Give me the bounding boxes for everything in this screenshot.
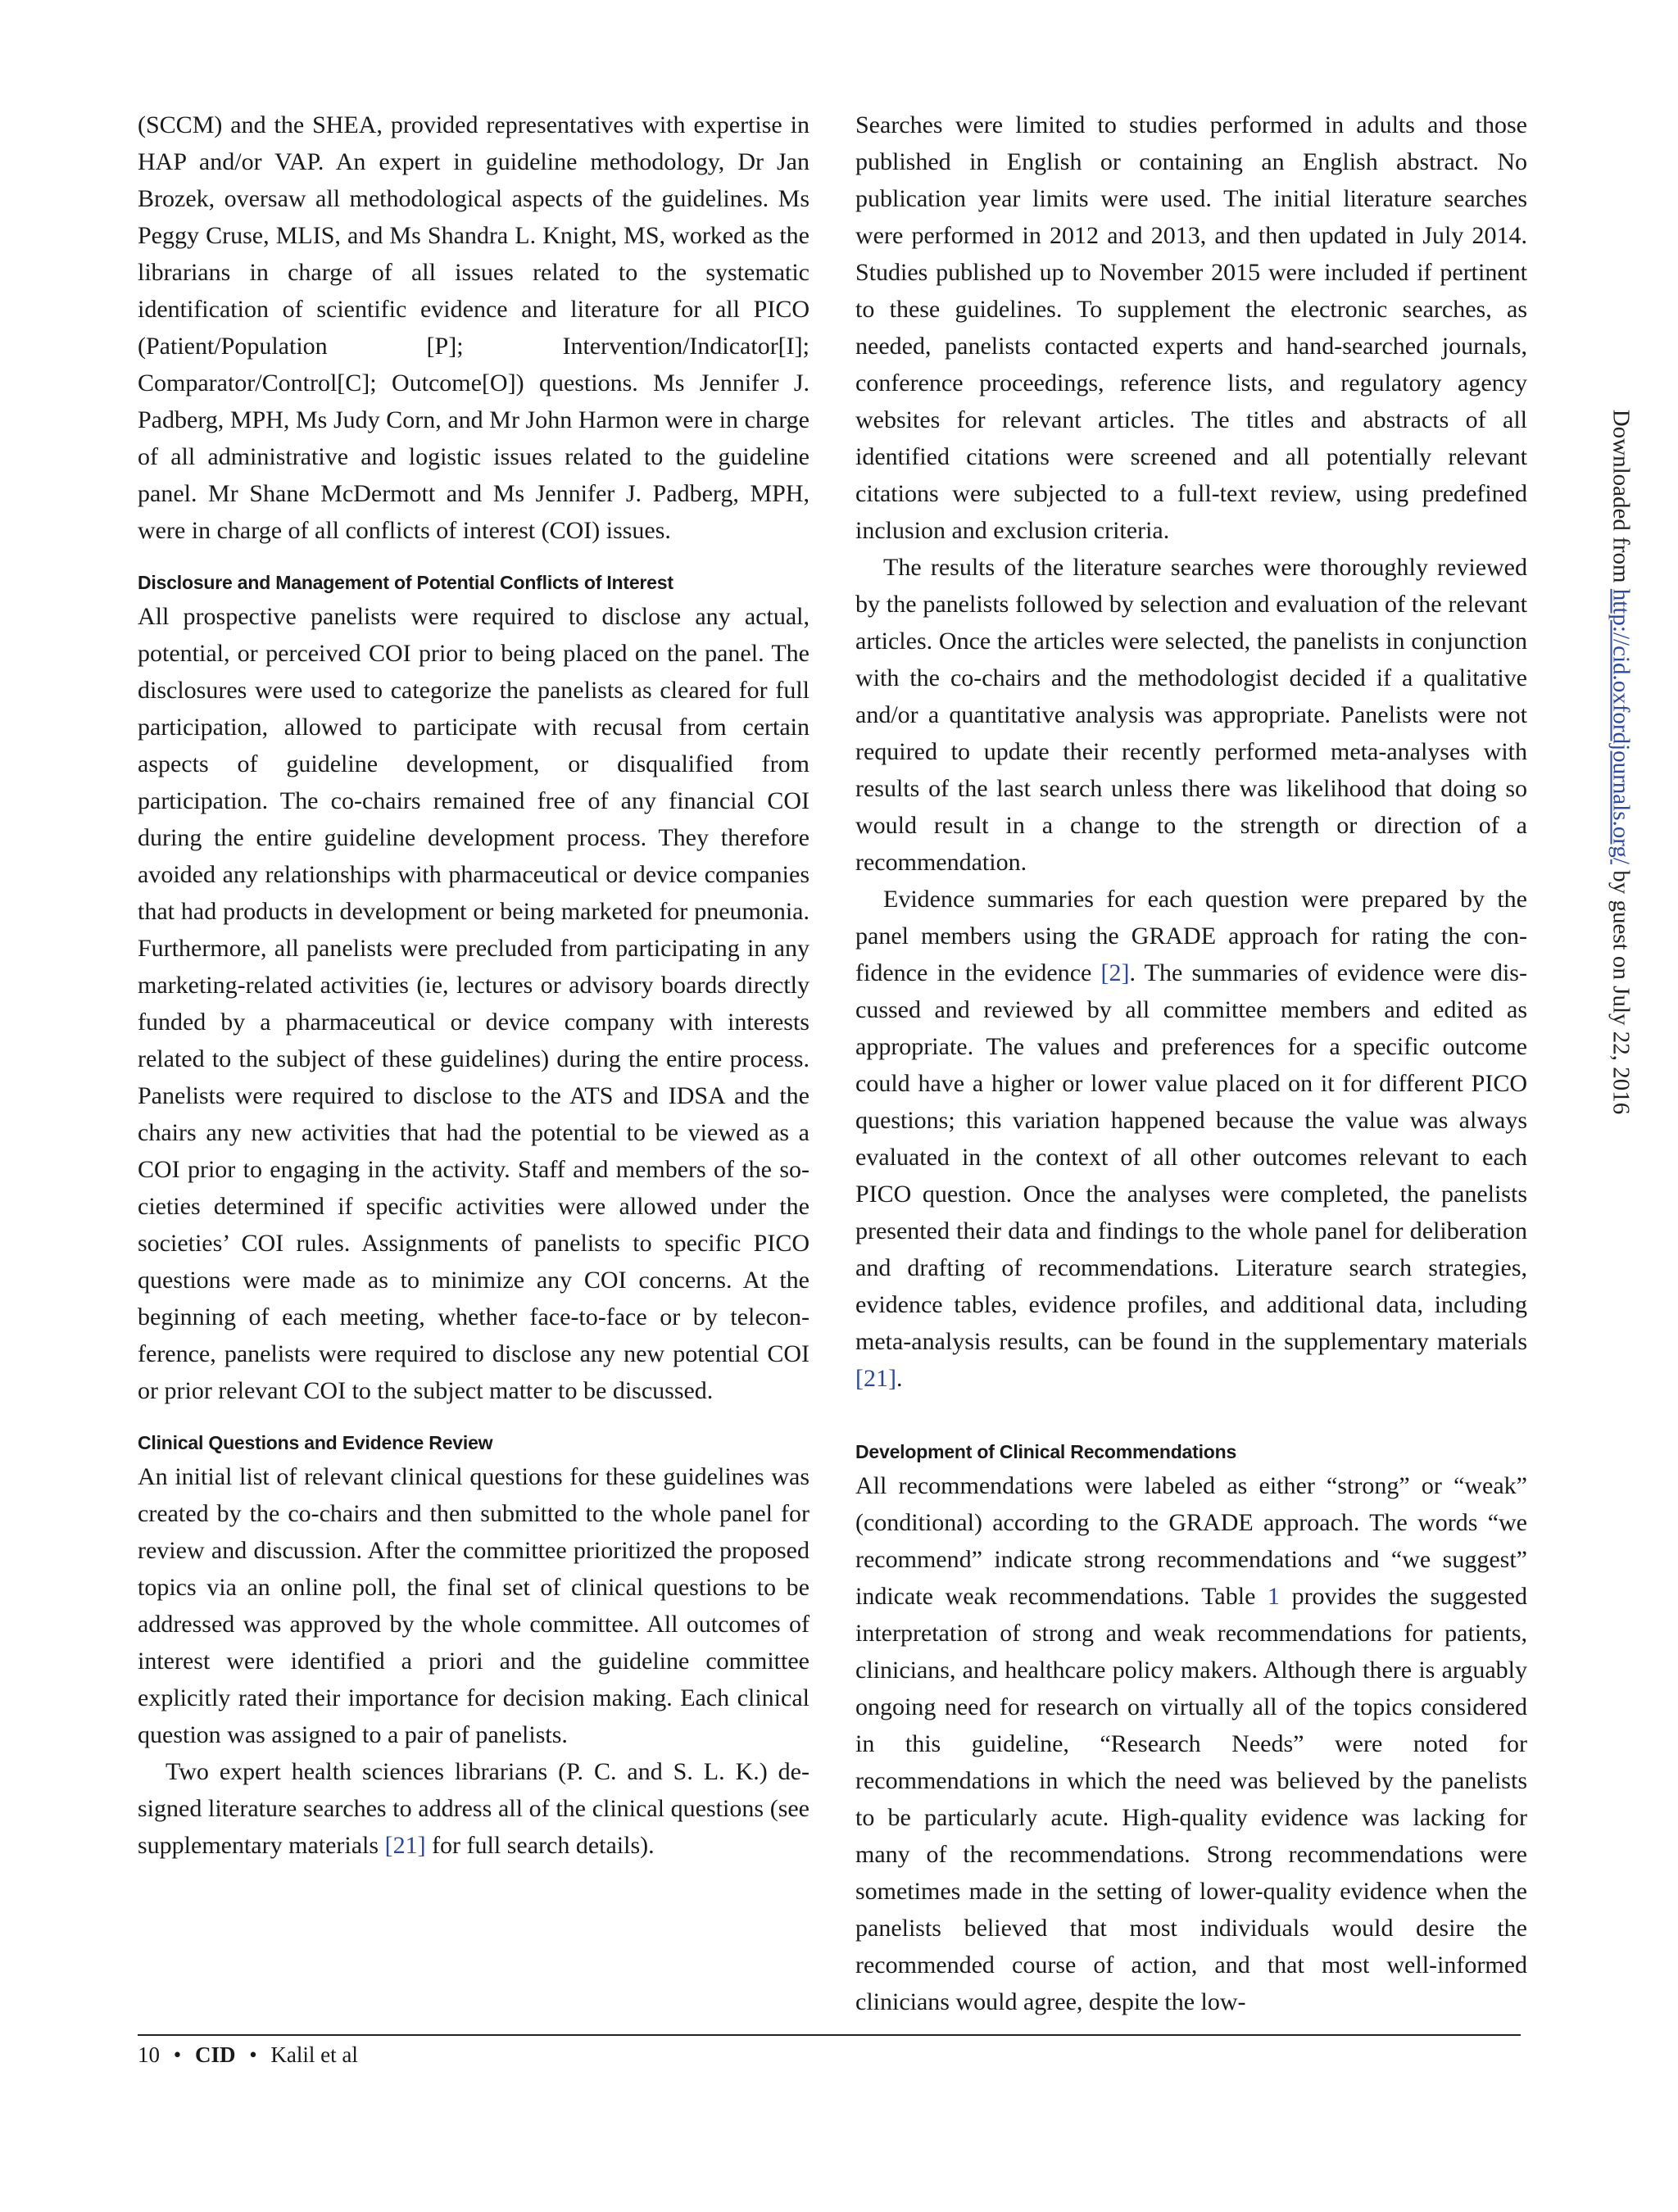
searches-paragraph: Searches were limited to studies performed in adults and those published in English or containing an English abstract. No publication year limits were used. The initial literature searches were performed in 2012 and 2013, and then updated in July 2014. Studies published up to November 2015 were included if pertinent to these guidelines. To supplement the electronic searches, as needed, panelists contacted experts and hand-searched journals, conference proceedings, reference lists, and regulatory agency websites for relevant articles. The titles and abstracts of all identified citations were screened and all potentially relevant citations were subjected to a full-text review, using predefined inclusion and exclusion criteria. [855, 111, 1527, 544]
evidence-text-middle: . The summaries of evidence were discussed and reviewed by all committee members and edited as appropriate. The values and preferences for a specific outcome could have a higher or lower value placed on it for different PICO questions; this variation happened because the value was always evaluated in the context of all other outcomes relevant to each PICO question. Once the analyses were completed, the panelists presented their data and findings to the whole panel for deliberation and drafting of recommendations. Literature search strategies, evidence tables, evidence profiles, and additional data, including meta-analysis results, can be found in the supplementary materials [855, 959, 1527, 1355]
bullet-separator: • [173, 2042, 182, 2067]
download-notice [1608, 410, 1635, 1115]
results-paragraph: The results of the literature searches were thoroughly reviewed by the panelists followed by selection and evaluation of the relevant articles. Once the articles were selected, the panelists in conjunction with the co-chairs and the methodologist decided if a qualitative and/or a quantitative analysis was appropriate. Panelists were not required to update their recently performed meta-analyses with results of the last search unless there was likelihood that doing so would result in a change to the strength or direction of a recommendation. [855, 554, 1527, 876]
page-footer [138, 2040, 358, 2069]
disclosure-heading: Disclosure and Management of Potential Conflicts of Interest [138, 572, 673, 593]
reference-link-2[interactable]: [2] [1100, 959, 1130, 986]
intro-paragraph: (SCCM) and the SHEA, provided representatives with expertise in HAP and/or VAP. An expert in guideline methodology, Dr Jan Brozek, oversaw all methodological aspects of the guidelines. Ms Peggy Cruse, MLIS, and Ms Shandra L. Knight, MS, worked as the librarians in charge of all issues related to the systematic identification of scientific evidence and literature for all PICO (Patient/Population [P]; Intervention/Indicator[I]; Comparator/Control[C]; Outcome[O]) questions. Ms Jennifer J. Padberg, MPH, Ms Judy Corn, and Mr John Harmon were in charge of all administrative and logistic issues related to the guideline panel. Mr Shane McDermott and Ms Jennifer J. Padberg, MPH, were in charge of all conflicts of interest (COI) issues. [138, 111, 810, 544]
reference-link-21[interactable]: [21] [384, 1832, 426, 1859]
evidence-text-start: Evidence summaries for each question were prepared by the panel members using the GRADE approach for rating the confidence in the evidence [855, 886, 1527, 986]
bullet-separator-2: • [249, 2042, 257, 2067]
questions-paragraph: An initial list of relevant clinical questions for these guidelines was created by the co-chairs and then submitted to the whole panel for review and discussion. After the committee prioritized the proposed topics via an online poll, the final set of clinical questions to be addressed was approved by the whole committee. All outcomes of interest were identified a priori and the guideline committee explicitly rated their importance for decision making. Each clinical question was assigned to a pair of panelists. [138, 1463, 810, 1748]
librarians-text-start: Two expert health sciences librarians (P. C. and S. L. K.) designed literature searches to address all of the clinical questions (see supplementary materials [138, 1758, 810, 1859]
recommendations-text-start: All recommendations were labeled as either “strong” or “weak” (conditional) according to the GRADE approach. The words “we recommend” indicate strong recommendations and “we suggest” indicate weak recommendations. Table [855, 1472, 1527, 1610]
right-column [855, 107, 1527, 2020]
journal-site-link[interactable]: http://cid.oxfordjournals.org/ [1608, 588, 1635, 864]
recommendations-text-end: provides the suggested interpretation of strong and weak recommendations for patients, clinicians, and healthcare policy makers. Although there is arguably ongoing need for research on virtually all of the topics considered in this guideline, “Research Needs” were noted for recommendations in which the need was believed by the panelists to be particularly acute. High-quality evidence was lacking for many of the recommendations. Strong recommendations were sometimes made in the setting of lower-quality evidence when the panelists believed that most individuals would desire the recommended course of action, and that most well-informed clinicians would agree, despite the low- [855, 1583, 1527, 2015]
evidence-paragraph [855, 881, 1527, 1397]
reference-link-21b[interactable]: [21] [855, 1365, 896, 1392]
evidence-text-end: . [896, 1365, 903, 1392]
journal-name: CID [194, 2042, 236, 2067]
page-number: 10 [138, 2042, 160, 2067]
librarians-paragraph [138, 1753, 810, 1864]
footer-rule [138, 2034, 1521, 2036]
authors: Kalil et al [270, 2042, 358, 2067]
table-link-1[interactable]: 1 [1267, 1583, 1280, 1610]
disclosure-paragraph: All prospective panelists were required to disclose any actual, potential, or perceived COI prior to being placed on the panel. The disclosures were used to categorize the panelists as cleared for full participation, allowed to participate with recusal from certain aspects of guideline development, or disqualified from participation. The co-chairs remained free of any financial COI during the entire guideline development process. They therefore avoided any relationships with pharmaceutical or device companies that had products in development or being marketed for pneumonia. Furthermore, all panelists were precluded from participating in any marketing-related activities (ie, lectures or advisory boards directly funded by a pharmaceutical or device company with interests related to the subject of these guidelines) during the entire process. Panelists were required to disclose to the ATS and IDSA and the chairs any new activities that had the potential to be viewed as a COI prior to engaging in the activity. Staff and members of the societies determined if specific activities were allowed under the societies’ COI rules. Assignments of panelists to specific PICO questions were made as to minimize any COI concerns. At the beginning of each meeting, whether face-to-face or by teleconference, panelists were required to disclose any new potential COI or prior relevant COI to the subject matter to be discussed. [138, 603, 810, 1404]
download-notice-prefix: Downloaded from [1608, 409, 1635, 589]
recommendations-paragraph [855, 1467, 1527, 2020]
download-notice-suffix: by guest on July 22, 2016 [1608, 863, 1635, 1115]
recommendations-heading: Development of Clinical Recommendations [855, 1441, 1237, 1462]
left-column [138, 107, 810, 1864]
librarians-text-end: for full search details). [425, 1832, 655, 1859]
questions-heading: Clinical Questions and Evidence Review [138, 1432, 493, 1453]
